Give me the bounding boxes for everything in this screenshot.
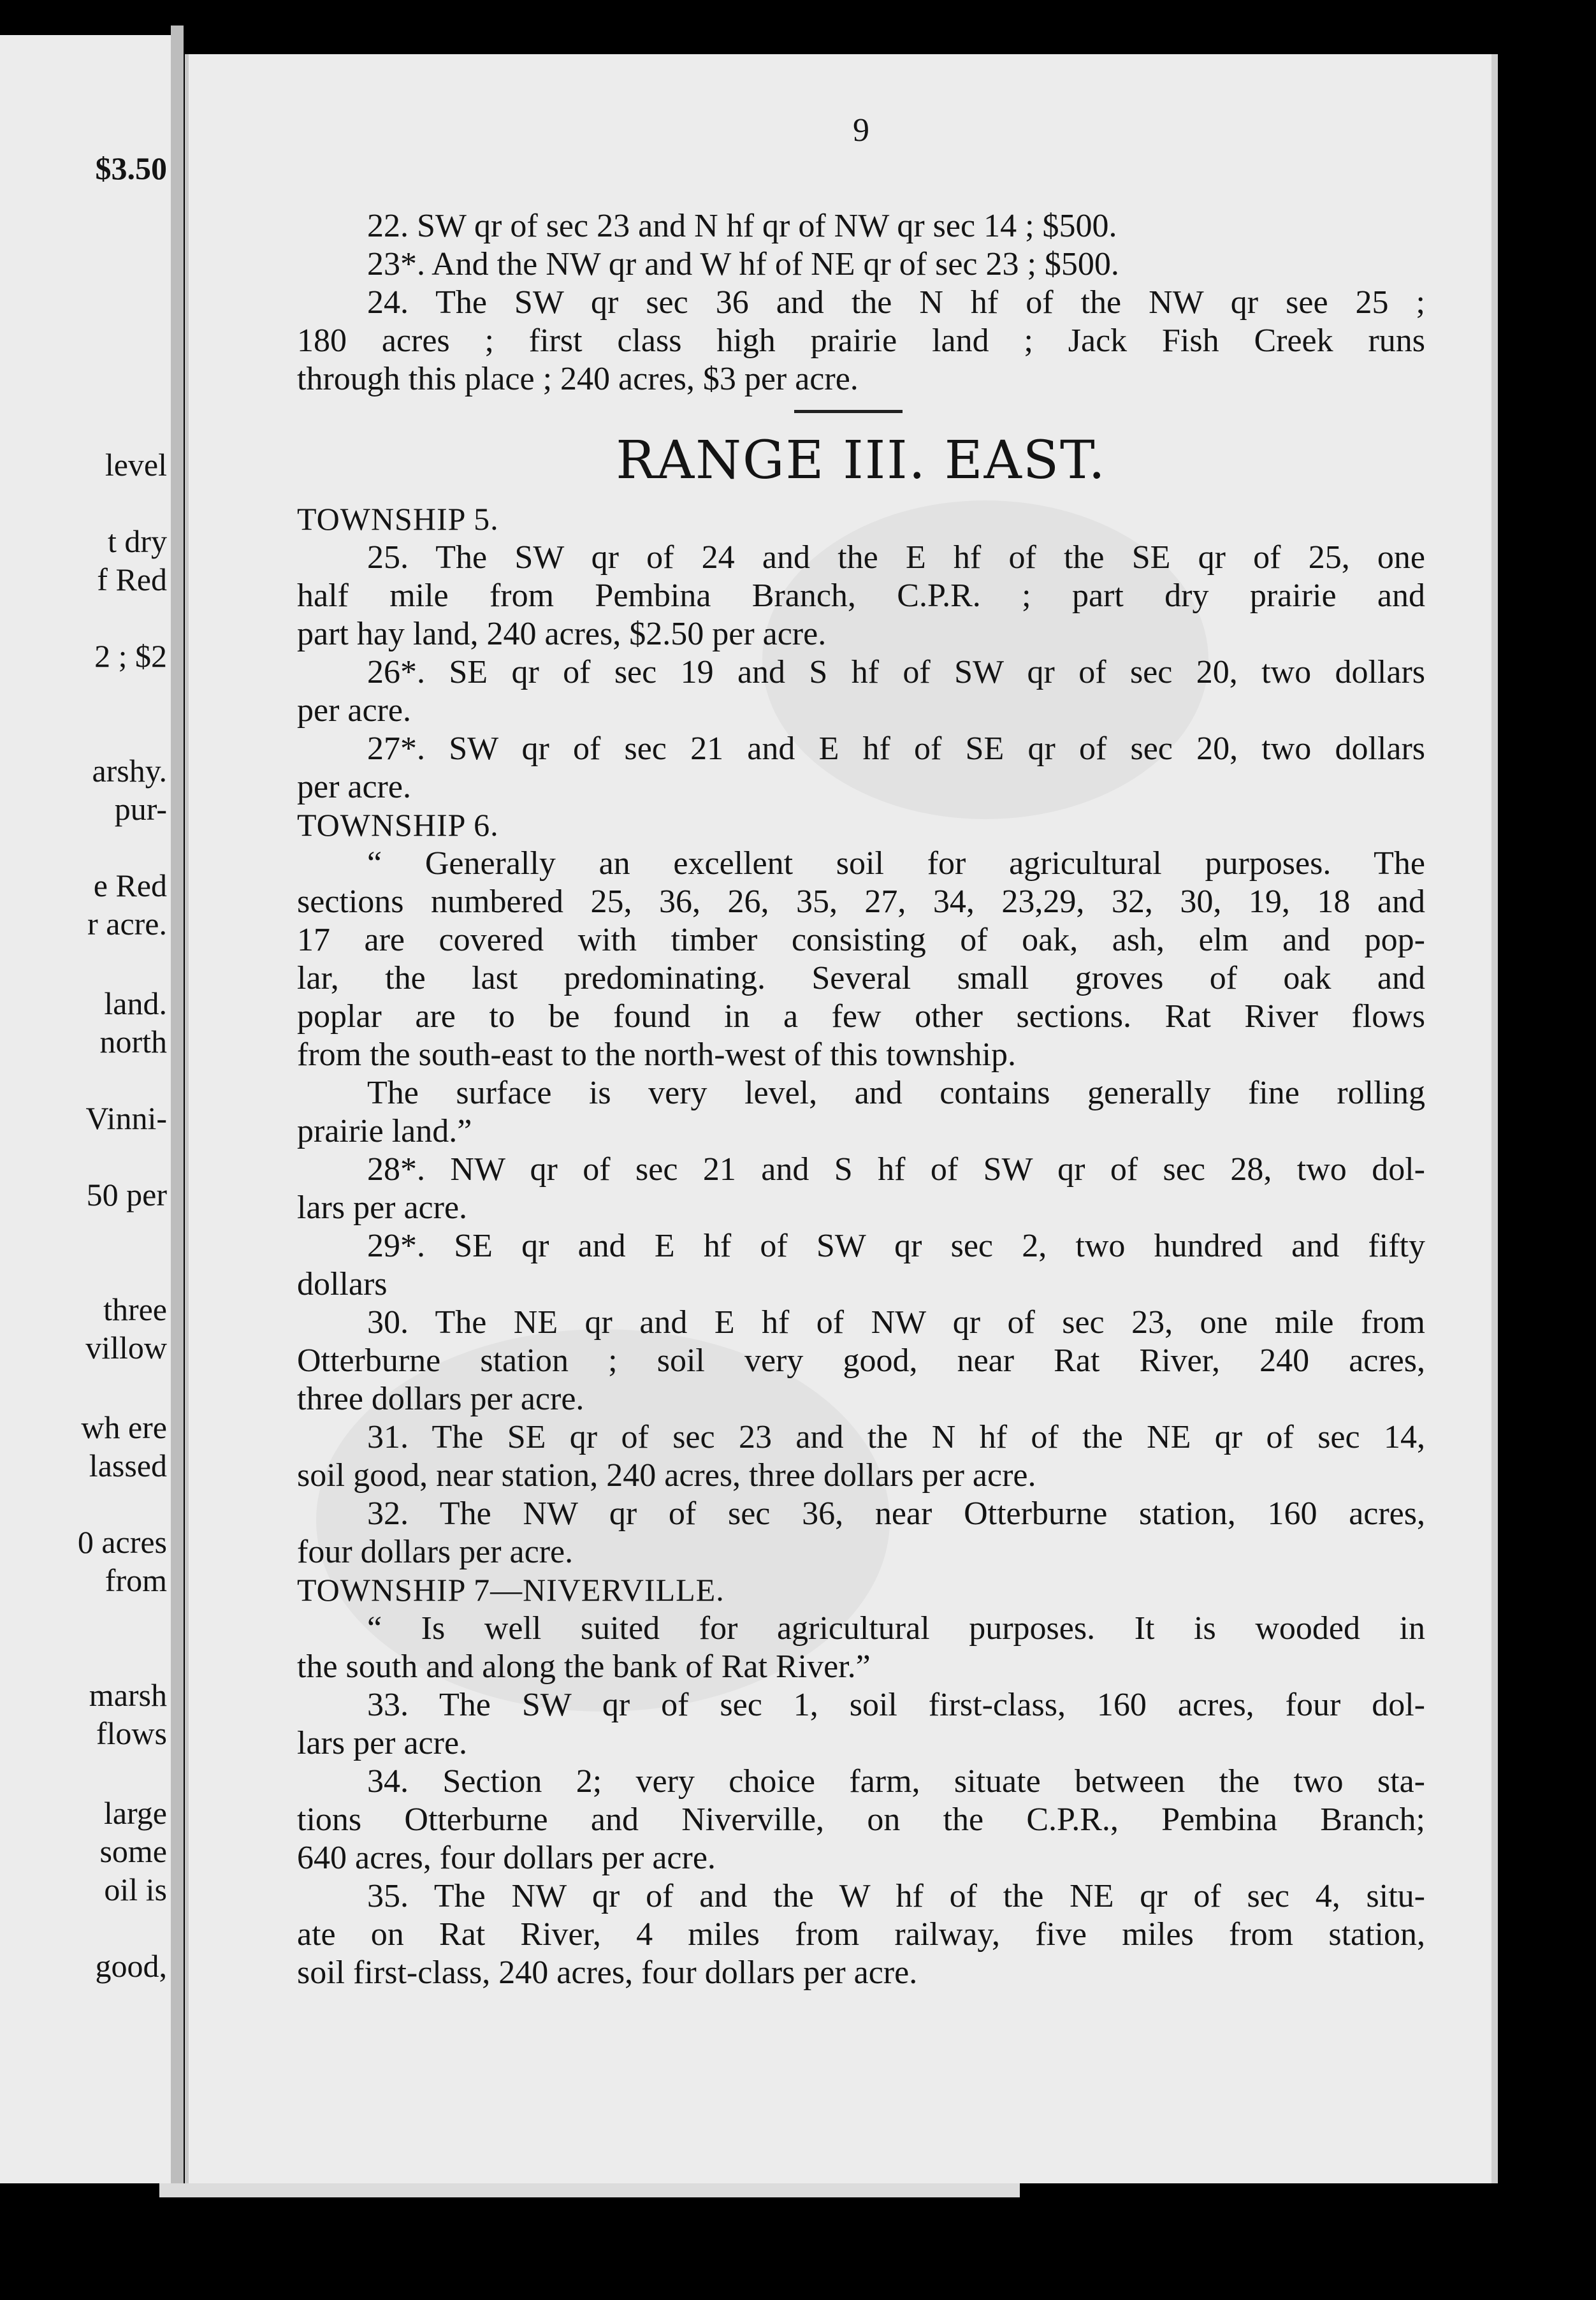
paragraph-line: 23*. And the NW qr and W hf of NE qr of sec 23 ; $500. xyxy=(367,246,1119,282)
left-page-fragment: flows xyxy=(96,1715,167,1751)
paragraph-line: three dollars per acre. xyxy=(297,1381,584,1417)
page-bottom-edge xyxy=(159,2183,1020,2197)
left-page-fragment: 50 per xyxy=(86,1177,167,1212)
paragraph-line: from the south-east to the north-west of this township. xyxy=(297,1037,1016,1073)
left-page-fragment: wh ere xyxy=(81,1409,167,1445)
left-page-fragment: north xyxy=(99,1024,167,1059)
township-heading: TOWNSHIP 5. xyxy=(297,501,499,537)
paragraph-line: lars per acre. xyxy=(297,1725,468,1761)
left-page-fragment: t dry xyxy=(107,523,167,559)
paragraph-line: soil good, near station, 240 acres, three dollars per acre. xyxy=(297,1457,1036,1494)
paragraph-line: per acre. xyxy=(297,769,411,805)
paragraph-line: tions Otterburne and Niverville, on the C.P.R., Pembina Branch; xyxy=(297,1801,1425,1838)
left-page-fragment: villow xyxy=(85,1330,167,1365)
paragraph-line: through this place ; 240 acres, $3 per acre. xyxy=(297,361,859,397)
range-heading: RANGE III. EAST. xyxy=(616,430,1106,491)
paragraph-line: 28*. NW qr of sec 21 and S hf of SW qr of sec 28, two dol- xyxy=(367,1151,1425,1188)
paragraph-line: 26*. SE qr of sec 19 and S hf of SW qr of sec 20, two dollars xyxy=(367,654,1425,690)
paragraph-line: 35. The NW qr of and the W hf of the NE qr of sec 4, situ- xyxy=(367,1878,1425,1914)
township-heading: TOWNSHIP 7—NIVERVILLE. xyxy=(297,1572,725,1608)
left-page-fragment: marsh xyxy=(89,1677,167,1713)
paragraph-line: lar, the last predominating. Several small groves of oak and xyxy=(297,960,1425,996)
paragraph-line: “ Is well suited for agricultural purposes. It is wooded in xyxy=(367,1610,1425,1647)
paragraph-line: half mile from Pembina Branch, C.P.R. ; part dry prairie and xyxy=(297,578,1425,614)
paragraph-line: The surface is very level, and contains generally fine rolling xyxy=(367,1075,1425,1111)
left-page-fragment: e Red xyxy=(93,868,167,903)
township-heading: TOWNSHIP 6. xyxy=(297,807,499,843)
left-page-fragment: land. xyxy=(104,986,167,1021)
paragraph-line: 17 are covered with timber consisting of oak, ash, elm and pop- xyxy=(297,922,1425,958)
page-edge xyxy=(1491,54,1498,2183)
paragraph-line: lars per acre. xyxy=(297,1190,468,1226)
left-page-fragment: lassed xyxy=(89,1448,167,1483)
book-page xyxy=(185,54,1495,2183)
paragraph-line: sections numbered 25, 36, 26, 35, 27, 34, 23,29, 32, 30, 19, 18 and xyxy=(297,884,1425,920)
book-gutter xyxy=(171,25,184,2193)
paragraph-line: 22. SW qr of sec 23 and N hf qr of NW qr sec 14 ; $500. xyxy=(367,208,1117,244)
left-page-fragment: good, xyxy=(95,1948,167,1984)
paragraph-line: “ Generally an excellent soil for agricultural purposes. The xyxy=(367,845,1425,882)
paragraph-line: ate on Rat River, 4 miles from railway, five miles from station, xyxy=(297,1916,1425,1953)
paragraph-line: part hay land, 240 acres, $2.50 per acre. xyxy=(297,616,827,652)
left-page-fragment: from xyxy=(105,1562,167,1598)
paragraph-line: 32. The NW qr of sec 36, near Otterburne station, 160 acres, xyxy=(367,1496,1425,1532)
paragraph-line: 640 acres, four dollars per acre. xyxy=(297,1840,716,1876)
paragraph-line: 34. Section 2; very choice farm, situate between the two sta- xyxy=(367,1763,1425,1800)
paragraph-line: poplar are to be found in a few other sections. Rat River flows xyxy=(297,998,1425,1035)
left-page-fragment: level xyxy=(105,447,167,483)
paragraph-line: 180 acres ; first class high prairie land ; Jack Fish Creek runs xyxy=(297,323,1425,359)
left-page-fragment: Vinni- xyxy=(85,1100,167,1136)
left-page-fragment: large xyxy=(103,1795,167,1831)
left-page-fragment: $3.50 xyxy=(95,150,167,186)
paragraph-line: 30. The NE qr and E hf of NW qr of sec 23, one mile from xyxy=(367,1304,1425,1341)
paragraph-line: prairie land.” xyxy=(297,1113,472,1149)
left-page-fragment: three xyxy=(103,1292,167,1327)
left-page-fragment: pur- xyxy=(114,791,167,827)
left-page-fragment: some xyxy=(99,1833,167,1869)
paragraph-line: 33. The SW qr of sec 1, soil first-class, 160 acres, four dol- xyxy=(367,1687,1425,1723)
paragraph-line: 29*. SE qr and E hf of SW qr sec 2, two hundred and fifty xyxy=(367,1228,1425,1264)
paragraph-line: four dollars per acre. xyxy=(297,1534,574,1570)
left-page-fragment: 0 acres xyxy=(77,1524,167,1560)
paragraph-line: soil first-class, 240 acres, four dollars per acre. xyxy=(297,1954,918,1991)
page-number: 9 xyxy=(853,112,869,149)
left-page-fragment: 2 ; $2 xyxy=(94,638,167,674)
paragraph-line: the south and along the bank of Rat River.” xyxy=(297,1649,871,1685)
paragraph-line: 24. The SW qr sec 36 and the N hf of the NW qr see 25 ; xyxy=(367,284,1425,321)
left-page-fragment: oil is xyxy=(104,1872,167,1907)
paragraph-line: 31. The SE qr of sec 23 and the N hf of the NE qr of sec 14, xyxy=(367,1419,1425,1455)
paragraph-line: per acre. xyxy=(297,692,411,729)
section-divider xyxy=(794,410,903,413)
left-page-fragment: arshy. xyxy=(92,753,167,789)
left-page-fragment: r acre. xyxy=(87,906,167,942)
paragraph-line: 25. The SW qr of 24 and the E hf of the SE qr of 25, one xyxy=(367,539,1425,576)
paragraph-line: Otterburne station ; soil very good, near Rat River, 240 acres, xyxy=(297,1343,1425,1379)
paragraph-line: dollars xyxy=(297,1266,388,1302)
left-page-fragment: f Red xyxy=(97,562,167,597)
adjacent-page-strip xyxy=(0,35,180,2183)
paragraph-line: 27*. SW qr of sec 21 and E hf of SE qr of sec 20, two dollars xyxy=(367,731,1425,767)
